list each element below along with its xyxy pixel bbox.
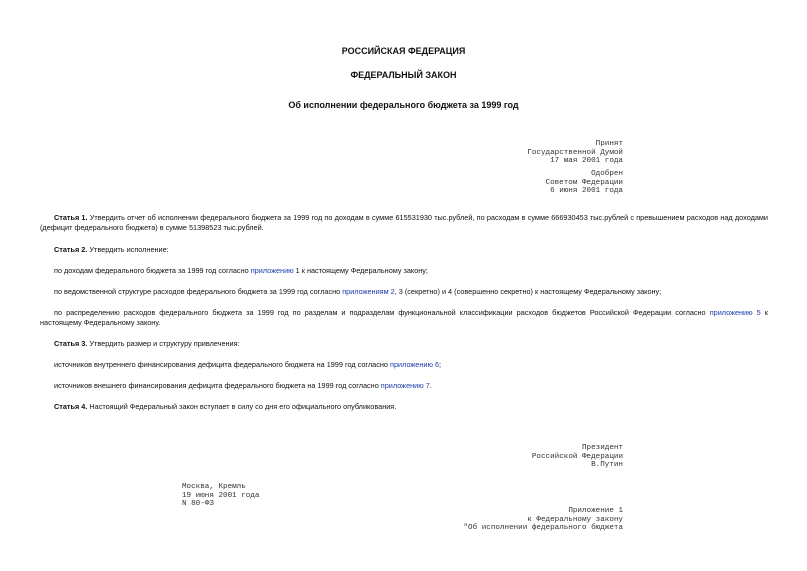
law-title: Об исполнении федерального бюджета за 1999 год (288, 100, 519, 110)
item-text: к настоящему Федеральному закону. (40, 308, 768, 327)
article-3-item (40, 360, 768, 370)
appendix-link[interactable]: приложению 5 (709, 308, 761, 317)
adopted-block (527, 140, 623, 166)
item-text: по ведомственной структуре расходов федерального бюджета за 1999 год согласно (54, 287, 341, 296)
article-label: Статья 4. (54, 402, 88, 411)
approved-line: Одобрен (591, 170, 623, 178)
item-text: по распределению расходов федерального бюджета за 1999 год по разделам и подразделам функциональной классификации расходов бюджетов Российской Федерации согласно (54, 308, 706, 317)
appendix-link[interactable]: приложениям 2 (342, 287, 395, 296)
appendix-line: Приложение 1 (568, 507, 623, 515)
adopted-line: Принят (595, 140, 623, 148)
appendix-line: к Федеральному закону (527, 515, 623, 524)
approved-block (546, 170, 623, 196)
article-text: Утвердить размер и структуру привлечения: (89, 339, 240, 348)
law-type-heading: ФЕДЕРАЛЬНЫЙ ЗАКОН (350, 70, 457, 80)
article-text: Утвердить отчет об исполнении федерального бюджета за 1999 год по доходам в сумме 615531930 тыс.рублей, по расходам в сумме 666930453 тыс.рублей с превышением расходов над доходами (дефицит федерального бюджета) в сумме 51398523 тыс.рублей. (40, 213, 768, 232)
article-4 (40, 402, 768, 412)
signature-line: Президент (581, 444, 623, 452)
signature-line: Российской Федерации (531, 452, 623, 461)
item-text: . (429, 381, 432, 390)
place-block (182, 483, 259, 509)
appendix-block (464, 507, 624, 533)
appendix-line: "Об исполнении федерального бюджета (463, 524, 623, 533)
article-label: Статья 3. (54, 339, 88, 348)
country-heading: РОССИЙСКАЯ ФЕДЕРАЦИЯ (341, 46, 466, 56)
article-text: Настоящий Федеральный закон вступает в силу со дня его официального опубликования. (89, 402, 397, 411)
approved-line: Советом Федерации (545, 178, 623, 187)
item-text: 1 к настоящему Федеральному закону; (295, 266, 428, 275)
adopted-line: Государственной Думой (527, 148, 623, 157)
article-3-item (40, 381, 768, 391)
article-2-item (40, 266, 768, 276)
place-line: 19 июня 2001 года (182, 491, 260, 500)
appendix-link[interactable]: приложению (250, 266, 294, 275)
approved-line: 6 июня 2001 года (550, 187, 623, 196)
item-text: источников внешнего финансирования дефицита федерального бюджета на 1999 год согласно (54, 381, 379, 390)
place-line: N 80-ФЗ (182, 500, 214, 509)
appendix-link[interactable]: приложению 7 (380, 381, 430, 390)
item-text: источников внутреннего финансирования дефицита федерального бюджета на 1999 год согласно (54, 360, 388, 369)
article-label: Статья 2. (54, 245, 88, 254)
article-1 (40, 213, 768, 233)
appendix-link[interactable]: приложению 6 (390, 360, 440, 369)
signature-block (532, 444, 623, 470)
item-text: , 3 (секретно) и 4 (совершенно секретно) к настоящему Федеральному закону; (394, 287, 662, 296)
article-2-item (40, 287, 768, 297)
signature-line: В.Путин (591, 461, 623, 470)
item-text: по доходам федерального бюджета за 1999 год согласно (54, 266, 249, 275)
article-label: Статья 1. (54, 213, 88, 222)
article-3 (40, 339, 768, 349)
article-2 (40, 245, 768, 255)
article-2-item (40, 308, 768, 328)
adopted-line: 17 мая 2001 года (550, 157, 623, 166)
article-text: Утвердить исполнение: (89, 245, 169, 254)
item-text: ; (439, 360, 442, 369)
place-line: Москва, Кремль (182, 483, 246, 491)
